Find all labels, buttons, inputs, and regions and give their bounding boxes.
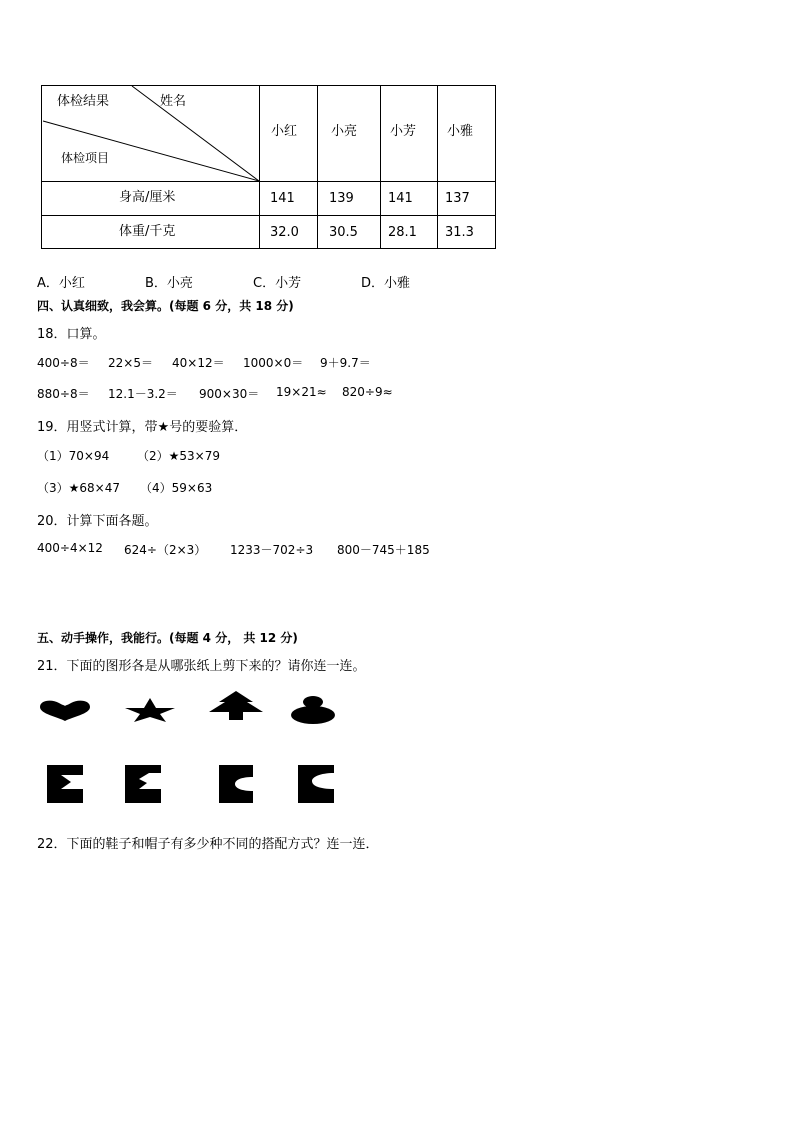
choice-a: A．小红 xyxy=(37,276,85,291)
q21-title: 21．下面的图形各是从哪张纸上剪下来的？请你连一连。 xyxy=(37,659,366,674)
q19-title: 19．用竖式计算，带★号的要验算． xyxy=(37,420,248,435)
q18-row1-item4: 1000×0＝ xyxy=(243,356,304,370)
q19-item4: （4）59×63 xyxy=(140,481,213,495)
q19-item1: （1）70×94 xyxy=(37,449,110,463)
q20-item2: 624÷（2×3） xyxy=(124,543,207,557)
q20-item1: 400÷4×12 xyxy=(37,541,103,555)
choice-d: D．小雅 xyxy=(361,276,411,291)
q20-item4: 800－745＋185 xyxy=(337,543,430,557)
header-name-3: 小芳 xyxy=(390,124,417,139)
arrow-tree-shape xyxy=(207,690,265,720)
q18-row1-item5: 9＋9.7＝ xyxy=(320,356,371,370)
q18-row2-item1: 880÷8＝ xyxy=(37,387,90,401)
corner-header-result: 体检结果 xyxy=(57,94,110,109)
header-name-4: 小雅 xyxy=(447,124,474,139)
cell-weight-2: 30.5 xyxy=(329,225,358,240)
section-5-heading: 五、动手操作，我能行。(每题 4 分， 共 12 分) xyxy=(37,631,298,645)
q18-row1-item1: 400÷8＝ xyxy=(37,356,90,370)
cell-weight-4: 31.3 xyxy=(445,225,474,240)
star-shape xyxy=(124,698,176,722)
cell-height-3: 141 xyxy=(388,191,413,206)
row-label-weight: 体重/千克 xyxy=(119,224,176,239)
cell-height-1: 141 xyxy=(270,191,295,206)
choice-c: C．小芳 xyxy=(253,276,302,291)
q18-row2-item3: 900×30＝ xyxy=(199,387,260,401)
mushroom-blob-shape xyxy=(290,696,336,724)
q20-item3: 1233－702÷3 xyxy=(230,543,314,557)
paper-piece-3 xyxy=(219,765,253,803)
paper-piece-4 xyxy=(298,765,334,803)
q19-item2: （2）★53×79 xyxy=(137,449,220,463)
heart-shape xyxy=(38,698,92,722)
q22-title: 22．下面的鞋子和帽子有多少种不同的搭配方式？连一连． xyxy=(37,837,379,852)
q18-title: 18．口算。 xyxy=(37,327,106,342)
health-check-table xyxy=(41,85,496,249)
q19-item3: （3）★68×47 xyxy=(37,481,120,495)
paper-piece-2 xyxy=(125,765,161,803)
table-grid-lines xyxy=(41,85,496,249)
cell-height-4: 137 xyxy=(445,191,470,206)
row-label-height: 身高/厘米 xyxy=(119,190,176,205)
choice-b: B．小亮 xyxy=(145,276,193,291)
paper-piece-1 xyxy=(47,765,83,803)
cell-weight-1: 32.0 xyxy=(270,225,299,240)
q18-row2-item2: 12.1－3.2＝ xyxy=(108,387,178,401)
cell-height-2: 139 xyxy=(329,191,354,206)
section-4-heading: 四、认真细致，我会算。(每题 6 分，共 18 分) xyxy=(37,299,294,313)
header-name-2: 小亮 xyxy=(331,124,358,139)
q18-row1-item2: 22×5＝ xyxy=(108,356,153,370)
q18-row1-item3: 40×12＝ xyxy=(172,356,225,370)
corner-header-name: 姓名 xyxy=(160,94,187,109)
q18-row2-item5: 820÷9≈ xyxy=(342,385,393,399)
cell-weight-3: 28.1 xyxy=(388,225,417,240)
header-name-1: 小红 xyxy=(271,124,298,139)
q20-title: 20．计算下面各题。 xyxy=(37,514,158,529)
corner-header-item: 体检项目 xyxy=(61,151,110,165)
q18-row2-item4: 19×21≈ xyxy=(276,385,327,399)
